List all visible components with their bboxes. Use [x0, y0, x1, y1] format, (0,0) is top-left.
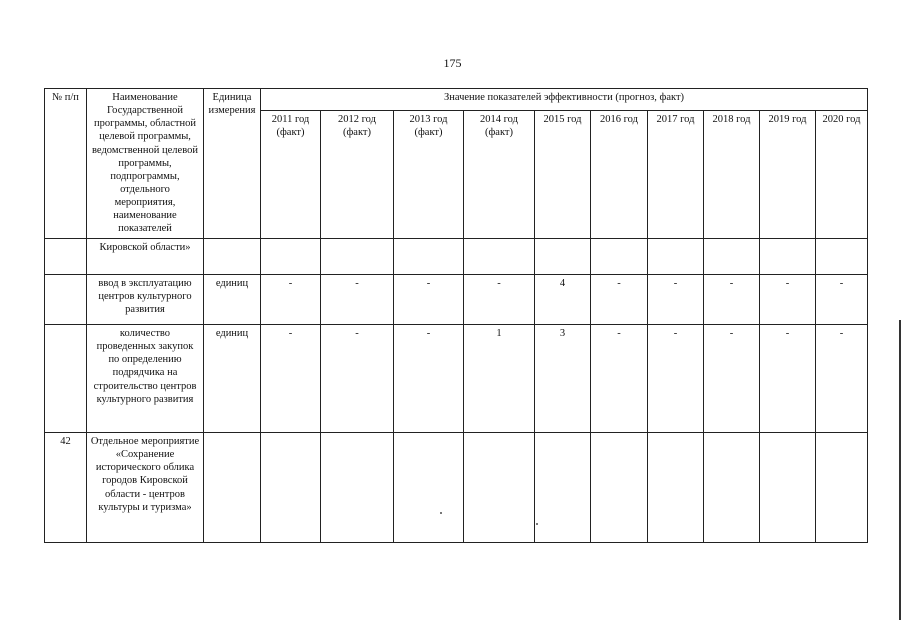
row-value — [704, 239, 760, 275]
scan-speck — [536, 523, 538, 525]
row-value: - — [591, 275, 648, 325]
row-value — [535, 239, 591, 275]
row-value — [648, 433, 704, 543]
row-value — [816, 433, 868, 543]
row-value: - — [321, 325, 394, 433]
header-year: 2018 год — [704, 111, 760, 239]
table-row — [45, 433, 868, 543]
header-year: 2016 год — [591, 111, 648, 239]
header-year: 2015 год — [535, 111, 591, 239]
row-name: количество проведенных закупок по определению подрядчика на строительство центров культурного развития — [87, 325, 204, 433]
row-value: - — [816, 325, 868, 433]
row-value — [321, 239, 394, 275]
row-value — [464, 433, 535, 543]
header-year: 2017 год — [648, 111, 704, 239]
row-value: - — [648, 275, 704, 325]
row-value: - — [464, 275, 535, 325]
row-value — [394, 433, 464, 543]
row-value — [261, 239, 321, 275]
table-row — [45, 325, 868, 433]
row-unit: единиц — [204, 275, 261, 325]
row-value: - — [816, 275, 868, 325]
row-value — [760, 433, 816, 543]
row-value: - — [261, 275, 321, 325]
row-unit — [204, 239, 261, 275]
header-values-group: Значение показателей эффективности (прогноз, факт) — [261, 89, 868, 111]
row-value: - — [321, 275, 394, 325]
row-value: - — [394, 325, 464, 433]
row-value — [591, 239, 648, 275]
row-value: 3 — [535, 325, 591, 433]
row-value — [394, 239, 464, 275]
row-value — [816, 239, 868, 275]
row-value: 4 — [535, 275, 591, 325]
row-name: Отдельное мероприятие «Сохранение исторического облика городов Кировской области - центров культуры и туризма» — [87, 433, 204, 543]
row-no — [45, 325, 87, 433]
row-value — [261, 433, 321, 543]
row-no — [45, 275, 87, 325]
table-row — [45, 275, 868, 325]
indicators-table — [44, 88, 868, 543]
header-row — [45, 89, 868, 111]
header-year: 2020 год — [816, 111, 868, 239]
scan-speck — [440, 512, 442, 514]
row-no: 42 — [45, 433, 87, 543]
header-unit: Единица измерения — [204, 89, 261, 239]
row-unit: единиц — [204, 325, 261, 433]
row-value: - — [648, 325, 704, 433]
table-row — [45, 239, 868, 275]
header-year: 2012 год (факт) — [321, 111, 394, 239]
row-name: Кировской области» — [87, 239, 204, 275]
row-value — [591, 433, 648, 543]
row-value: - — [760, 325, 816, 433]
scan-margin-line — [899, 320, 901, 620]
row-value: - — [394, 275, 464, 325]
header-year: 2013 год (факт) — [394, 111, 464, 239]
row-value — [321, 433, 394, 543]
header-year: 2014 год (факт) — [464, 111, 535, 239]
row-value: - — [704, 275, 760, 325]
header-name: Наименование Государственной программы, областной целевой программы, ведомственной целевой программы, подпрограммы, отдельного мероприятия, наименование показателей — [87, 89, 204, 239]
row-value — [760, 239, 816, 275]
row-value — [648, 239, 704, 275]
row-value — [464, 239, 535, 275]
row-name: ввод в эксплуатацию центров культурного развития — [87, 275, 204, 325]
row-value: - — [704, 325, 760, 433]
row-no — [45, 239, 87, 275]
page-number: 175 — [443, 56, 462, 70]
row-value: - — [760, 275, 816, 325]
row-value: - — [591, 325, 648, 433]
row-value — [704, 433, 760, 543]
header-year: 2019 год — [760, 111, 816, 239]
header-no: № п/п — [45, 89, 87, 239]
row-value — [535, 433, 591, 543]
header-year: 2011 год (факт) — [261, 111, 321, 239]
row-value: - — [261, 325, 321, 433]
row-value: 1 — [464, 325, 535, 433]
row-unit — [204, 433, 261, 543]
